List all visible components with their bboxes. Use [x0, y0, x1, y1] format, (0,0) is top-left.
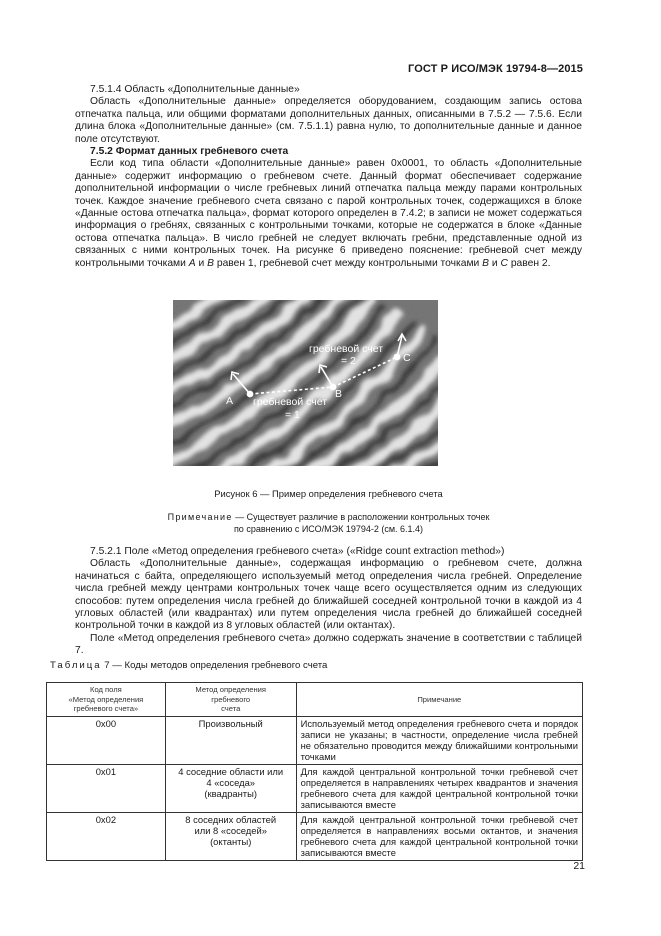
figure-caption: Рисунок 6 — Пример определения гребневого счета — [214, 488, 443, 499]
table-title: Таблица 7 — Коды методов определения гребневого счета — [50, 660, 328, 671]
header-method: Метод определения гребневого счета — [165, 683, 296, 717]
cell-note: Для каждой центральной контрольной точки гребневой счет определяется в направлениях четырех квадрантов и значения гребневого счета для каждой центральной контрольной точки записываются вместе — [296, 764, 582, 812]
table-header-row — [47, 683, 583, 717]
codes-table — [46, 682, 583, 861]
header-note: Примечание — [296, 683, 582, 717]
cell-method: Произвольный — [165, 716, 296, 764]
standard-header: ГОСТ Р ИСО/МЭК 19794-8—2015 — [408, 63, 583, 75]
fingerprint-ridge-image — [173, 300, 438, 466]
heading-752: 7.5.2 Формат данных гребневого счета — [90, 146, 289, 158]
label-point-c: C — [403, 352, 411, 364]
cell-method: 4 соседние области или 4 «соседа» (квадранты) — [165, 764, 296, 812]
fingerprint-figure — [173, 300, 438, 466]
cell-note: Используемый метод определения гребневого счета и порядок записи не указаны; в частности, определение числа гребней не обязательно проводится между ближайшими контрольными точками — [296, 716, 582, 764]
cell-code: 0x00 — [47, 716, 166, 764]
section-7521-text — [75, 546, 582, 658]
para-7521-1: Область «Дополнительные данные», содержащая информацию о гребневом счете, должна начинаться с байта, определяющего используемый метод определения числа гребней. Определение числа гребней между центрами контрольных точек чаще всего осуществляется одним из следующих способов: путем определения числа гребней до ближайшей соседней контрольной точки в каждой из 4 угловых областей (или квадрантах) или путем определения числа гребней до ближайшей соседней контрольной точки в каждой из 8 угловых областей (или октантах). — [75, 558, 582, 632]
note-label: Примечание — [167, 512, 233, 522]
label-point-a: A — [226, 395, 234, 407]
para-7521-2: Поле «Метод определения гребневого счета» должно содержать значение в соответствии с таблицей 7. — [75, 632, 582, 657]
heading-7521: 7.5.2.1 Поле «Метод определения гребневого счета» («Ridge count extraction method») — [90, 546, 505, 557]
para-7514: Область «Дополнительные данные» определяется оборудованием, создающим запись остова отпечатка пальца, или общими форматами дополнительных данных, описанными в 7.5.2 — 7.5.6. Если длина блока «Дополнительные данные» (см. 7.5.1.1) равна нулю, то дополнительные данные и данное поле отсутствуют. — [75, 96, 582, 145]
ridge-count-2-label-line2: = 2 — [341, 355, 356, 367]
minutia-point-a — [247, 391, 252, 396]
note-line1: — Существует различие в расположении контрольных точек — [232, 512, 490, 522]
main-text-block — [75, 84, 582, 270]
minutia-point-c — [394, 354, 399, 359]
cell-method: 8 соседних областей или 8 «соседей» (октанты) — [165, 812, 296, 860]
cell-code: 0x02 — [47, 812, 166, 860]
heading-7514: 7.5.1.4 Область «Дополнительные данные» — [90, 84, 300, 95]
ridge-count-1-label-line2: = 1 — [285, 409, 300, 421]
note-line2: по сравнению с ИСО/МЭК 19794-2 (см. 6.1.4) — [233, 523, 424, 534]
table-row — [47, 716, 583, 764]
para-752: Если код типа области «Дополнительные данные» равен 0x0001, то область «Дополнительные данные» содержит информацию о гребневом счете. Данный формат обеспечивает содержание дополнительной информации о числе гребневых линий отпечатка пальца между парами контрольных точек. Каждое значение гребневого счета связано с парой контрольных точек, содержащихся в блоке «Данные остова отпечатка пальца», формат которого определен в 7.4.2; в записи не может содержаться информация о гребнях, связанных с контрольными точками, которые не содержатся в блоке «Данные остова отпечатка пальца». В число гребней не следует включать гребни, представленные одной из связанных с ними контрольных точек. На рисунке 6 приведено пояснение: гребневой счет между контрольными точками A и B равен 1, гребневой счет между контрольными точками B и C равен 2. — [75, 158, 582, 269]
cell-note: Для каждой центральной контрольной точки гребневой счет определяется в направлениях восьми октантов, и значения гребневого счета для каждой центральной контрольной точки записываются вместе — [296, 812, 582, 860]
table-row — [47, 812, 583, 860]
header-code: Код поля «Метод определения гребневого счета» — [47, 683, 166, 717]
ridge-count-1-label-line1: гребневой счет — [253, 396, 328, 408]
page-number: 21 — [573, 860, 585, 872]
label-point-b: B — [335, 388, 343, 400]
table-row — [47, 764, 583, 812]
ridge-count-2-label-line1: гребневой счет — [309, 343, 384, 355]
figure-note — [75, 512, 582, 535]
cell-code: 0x01 — [47, 764, 166, 812]
